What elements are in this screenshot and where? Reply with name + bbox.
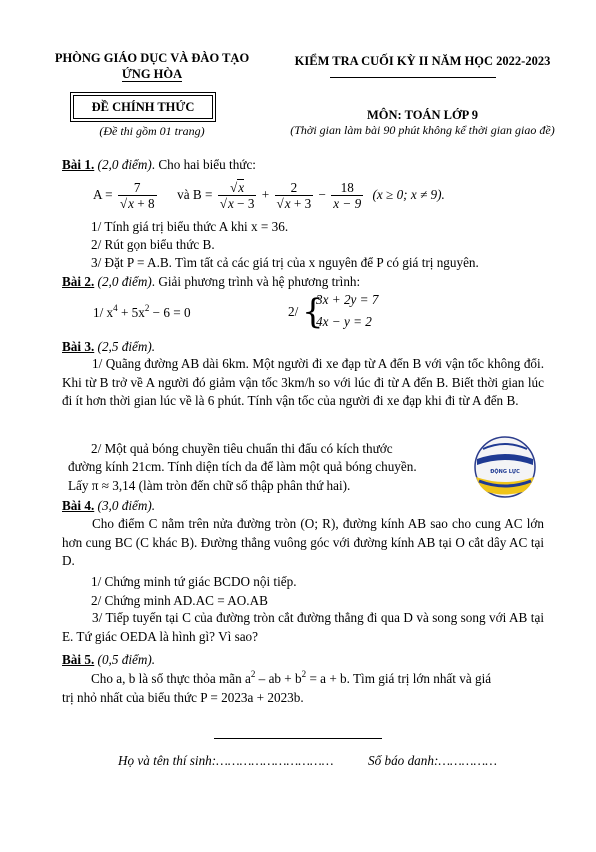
bai5-exponent: 2 xyxy=(301,669,307,679)
bai4-q2: 2/ Chứng minh AD.AC = AO.AB xyxy=(91,593,268,608)
expr-b-term2 xyxy=(275,180,314,211)
subject-title: MÔN: TOÁN LỚP 9 xyxy=(366,108,478,122)
plus-operator: + xyxy=(261,187,270,202)
bai1-q2: 2/ Rút gọn biểu thức B. xyxy=(91,237,215,252)
bai1-expressions xyxy=(93,175,445,215)
bai5-problem-line2: trị nhỏ nhất của biểu thức P = 2023a + 2023b. xyxy=(62,690,304,705)
expr-b-term3 xyxy=(331,180,363,211)
footer-divider xyxy=(214,738,382,739)
bai1-points: (2,0 điểm) xyxy=(94,157,152,172)
exam-title xyxy=(270,54,575,69)
bai4-problem: Cho điểm C nằm trên nửa đường tròn (O; R), đường kính AB sao cho cung AC lớn hơn cung BC (C khác B). Đường thẳng vuông góc với đường kính AB tại O cắt dây AC tại D. xyxy=(62,516,544,568)
eq1-part: + 5x xyxy=(117,305,145,320)
bai5-text: Cho a, b là số thực thỏa mãn a xyxy=(91,671,251,686)
bai3-points: (2,5 điểm). xyxy=(94,339,156,354)
term2-denominator: √x + 3 xyxy=(276,196,312,212)
candidate-name-field: Họ và tên thí sinh:………………………… xyxy=(118,753,334,768)
official-exam-box xyxy=(73,95,213,119)
eq1-part: 1/ x xyxy=(93,305,114,320)
bai4-q3: 3/ Tiếp tuyến tại C của đường tròn cắt đường thẳng đi qua D và song song với AB tại E. Tứ giác OEDA là hình gì? Vì sao? xyxy=(62,610,544,644)
time-note: (Thời gian làm bài 90 phút không kể thời gian giao đề) xyxy=(290,123,555,137)
expr-b-label: và B = xyxy=(177,187,213,202)
bai5-text: – ab + b xyxy=(255,671,302,686)
system-eq-line1: 3x + 2y = 7 xyxy=(316,292,379,307)
official-exam-label: ĐỀ CHÍNH THỨC xyxy=(91,100,195,114)
bai2-intro-text: . Giải phương trình và hệ phương trình: xyxy=(151,274,361,289)
term3-denominator: x − 9 xyxy=(333,196,362,212)
term2-numerator: 2 xyxy=(290,180,298,196)
bai1-heading: Bài 1. xyxy=(62,157,95,172)
bai3-heading: Bài 3. xyxy=(62,339,95,354)
den-rest: + 3 xyxy=(290,196,312,212)
bai4-heading: Bài 4. xyxy=(62,498,95,513)
expr-a-numerator: 7 xyxy=(133,180,141,196)
bai5-text: = a + b. Tìm giá trị lớn nhất và giá xyxy=(306,671,492,686)
department-line1: PHÒNG GIÁO DỤC VÀ ĐÀO TẠO xyxy=(54,51,250,65)
bai3-problem1: 1/ Quãng đường AB dài 6km. Một người đi xe đạp từ A đến B với vận tốc không đổi. Khi từ B trở về A người đó giảm vận tốc 3km/h so với lúc đi từ A đến B. Biết thời gian lúc đi ít hơn thời gian lúc về là 6 phút. Tính vận tốc của người đi xe đạp khi đi từ A đến B. xyxy=(62,356,544,408)
expr-b-term1 xyxy=(218,180,257,211)
term1-denominator: √x − 3 xyxy=(219,196,255,212)
bai5-heading: Bài 5. xyxy=(62,652,95,667)
sqrt-x: x xyxy=(284,196,291,212)
exam-title-text: KIỂM TRA CUỐI KỲ II NĂM HỌC 2022-2023 xyxy=(294,54,551,68)
den-rest: + 8 xyxy=(133,196,155,212)
bai1-intro-text: . Cho hai biểu thức: xyxy=(151,157,256,172)
term1-numerator: √x xyxy=(230,180,245,196)
bai5-problem-line1 xyxy=(91,670,491,687)
bai5-heading-line xyxy=(62,651,155,668)
bai5-exponent: 2 xyxy=(250,669,256,679)
bai4-points: (3,0 điểm). xyxy=(94,498,156,513)
term3-numerator: 18 xyxy=(340,180,354,196)
bai2-intro xyxy=(62,273,360,290)
eq1-exponent: 2 xyxy=(144,303,150,313)
ball-brand-text: ĐỘNG LỰC xyxy=(490,469,520,475)
minus-operator: − xyxy=(318,187,326,202)
eq1-exponent: 4 xyxy=(113,303,118,313)
sqrt-x: x xyxy=(238,180,245,196)
bai3-problem2-line3: Lấy π ≈ 3,14 (làm tròn đến chữ số thập phân thứ hai). xyxy=(68,478,351,493)
bai4-q1: 1/ Chứng minh tứ giác BCDO nội tiếp. xyxy=(91,574,297,589)
bai2-equation1 xyxy=(93,304,191,321)
bai3-heading-line xyxy=(62,338,155,355)
candidate-id-field: Số báo danh:…………… xyxy=(368,753,497,768)
bai5-points: (0,5 điểm). xyxy=(94,652,156,667)
sqrt-x: x xyxy=(128,196,134,212)
bai1-intro xyxy=(62,156,256,173)
system-brace: { xyxy=(302,292,324,332)
bai1-q3: 3/ Đặt P = A.B. Tìm tất cả các giá trị của x nguyên để P có giá trị nguyên. xyxy=(91,255,479,270)
expr-a-denominator: √x + 8 xyxy=(119,196,155,212)
expr-a-fraction xyxy=(118,180,157,211)
department-line2: ỨNG HÒA xyxy=(121,67,183,81)
pages-note: (Đề thi gồm 01 trang) xyxy=(99,124,205,138)
den-rest: − 3 xyxy=(233,196,255,212)
bai4-heading-line xyxy=(62,497,155,514)
volleyball-icon xyxy=(473,435,537,499)
bai3-problem2-line1: 2/ Một quả bóng chuyền tiêu chuẩn thi đấu có kích thước xyxy=(91,441,393,456)
title-underline xyxy=(330,77,496,78)
bai2-heading: Bài 2. xyxy=(62,274,95,289)
eq1-part: − 6 = 0 xyxy=(149,305,191,320)
bai2-points: (2,0 điểm) xyxy=(94,274,152,289)
domain-condition: (x ≥ 0; x ≠ 9). xyxy=(372,187,445,202)
expr-a-label: A = xyxy=(93,187,113,202)
system-eq-line2: 4x − y = 2 xyxy=(316,314,372,329)
system-label: 2/ xyxy=(288,304,299,319)
sqrt-x: x xyxy=(227,196,234,212)
volleyball-image xyxy=(473,435,537,499)
bai1-q1: 1/ Tính giá trị biểu thức A khi x = 36. xyxy=(91,219,289,234)
bai3-problem2-line2: đường kính 21cm. Tính diện tích da để làm một quả bóng chuyền. xyxy=(68,459,417,474)
department-name xyxy=(44,50,260,82)
